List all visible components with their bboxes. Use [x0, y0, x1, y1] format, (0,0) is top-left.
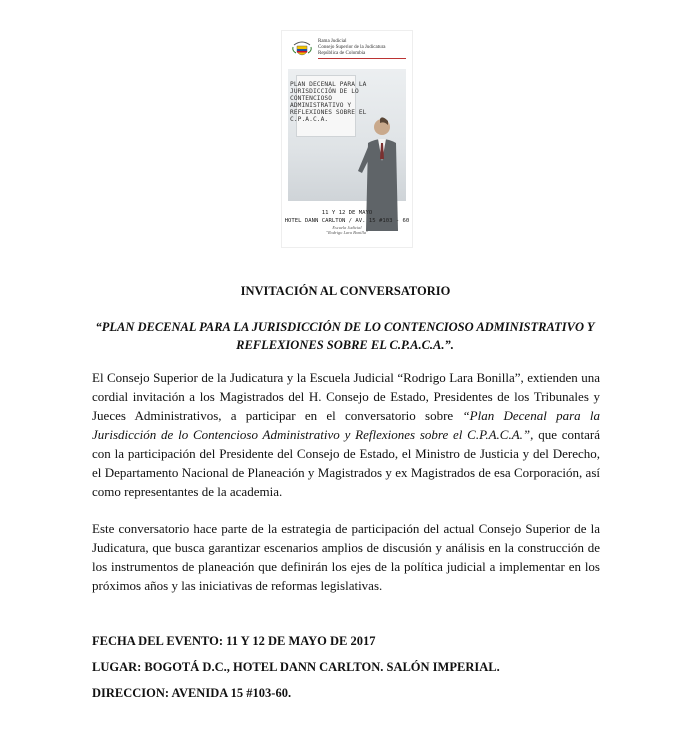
poster-footer: [282, 209, 412, 235]
poster-header-divider: [318, 58, 406, 59]
paragraph1-italic-title: “Plan Decenal para la Jurisdicción de lo Contencioso Administrativo y Reflexiones sobre el C.P.A.C.A.”: [92, 408, 600, 442]
poster-title: PLAN DECENAL PARA LA JURISDICCIÓN DE LO CONTENCIOSO ADMINISTRATIVO Y REFLEXIONES SOBRE EL C.P.A.C.A.: [290, 81, 367, 123]
poster-header: [282, 31, 412, 67]
invitation-paragraph: [92, 368, 600, 501]
poster-header-text: Rama Judicial Consejo Superior de la Judicatura República de Colombia: [318, 39, 386, 56]
paragraph1-text-b: , que contará con la participación del Presidente del Consejo de Estado, el Ministro de Justicia y del Derecho, el Departamento Nacional de Planeación y Magistrados y ex Magistrados de esa Corporación, así como representantes de la academia.: [92, 427, 600, 499]
colombia-coat-of-arms-icon: [290, 37, 314, 61]
event-poster-image: [281, 30, 413, 248]
event-date: FECHA DEL EVENTO: 11 Y 12 DE MAYO DE 2017: [92, 634, 376, 648]
paragraph1-text-a: El Consejo Superior de la Judicatura y la Escuela Judicial “Rodrigo Lara Bonilla”, extienden una cordial invitación a los Magistrados del H. Consejo de Estado, Presidentes de los Tribunales y Jueces Administrativos, a participar en el conversatorio sobre: [92, 370, 600, 423]
poster-venue: HOTEL DANN CARLTON / AV. 15 #103 - 60: [284, 218, 410, 224]
strategy-paragraph: Este conversatorio hace parte de la estrategia de participación del actual Consejo Superior de la Judicatura, que busca garantizar escenarios amplios de discusión y análisis en la construcción de los instrumentos de planeación que definirán los ejes de la política judicial a implementar en los próximos años y las iniciativas de reformas legislativas.: [92, 521, 600, 593]
document-heading: INVITACIÓN AL CONVERSATORIO: [240, 284, 451, 298]
poster-school-line1: Escuela Judicial: [332, 225, 362, 230]
document-subtitle: “PLAN DECENAL PARA LA JURISDICCIÓN DE LO CONTENCIOSO ADMINISTRATIVO Y REFLEXIONES SOBRE EL C.P.A.C.A.”.: [95, 320, 595, 352]
poster-dates: 11 Y 12 DE MAYO: [321, 210, 373, 216]
event-place: LUGAR: BOGOTÁ D.C., HOTEL DANN CARLTON. SALÓN IMPERIAL.: [92, 660, 500, 674]
poster-school-line2: "Rodrigo Lara Bonilla": [326, 230, 368, 235]
event-address: DIRECCION: AVENIDA 15 #103-60.: [92, 686, 292, 700]
